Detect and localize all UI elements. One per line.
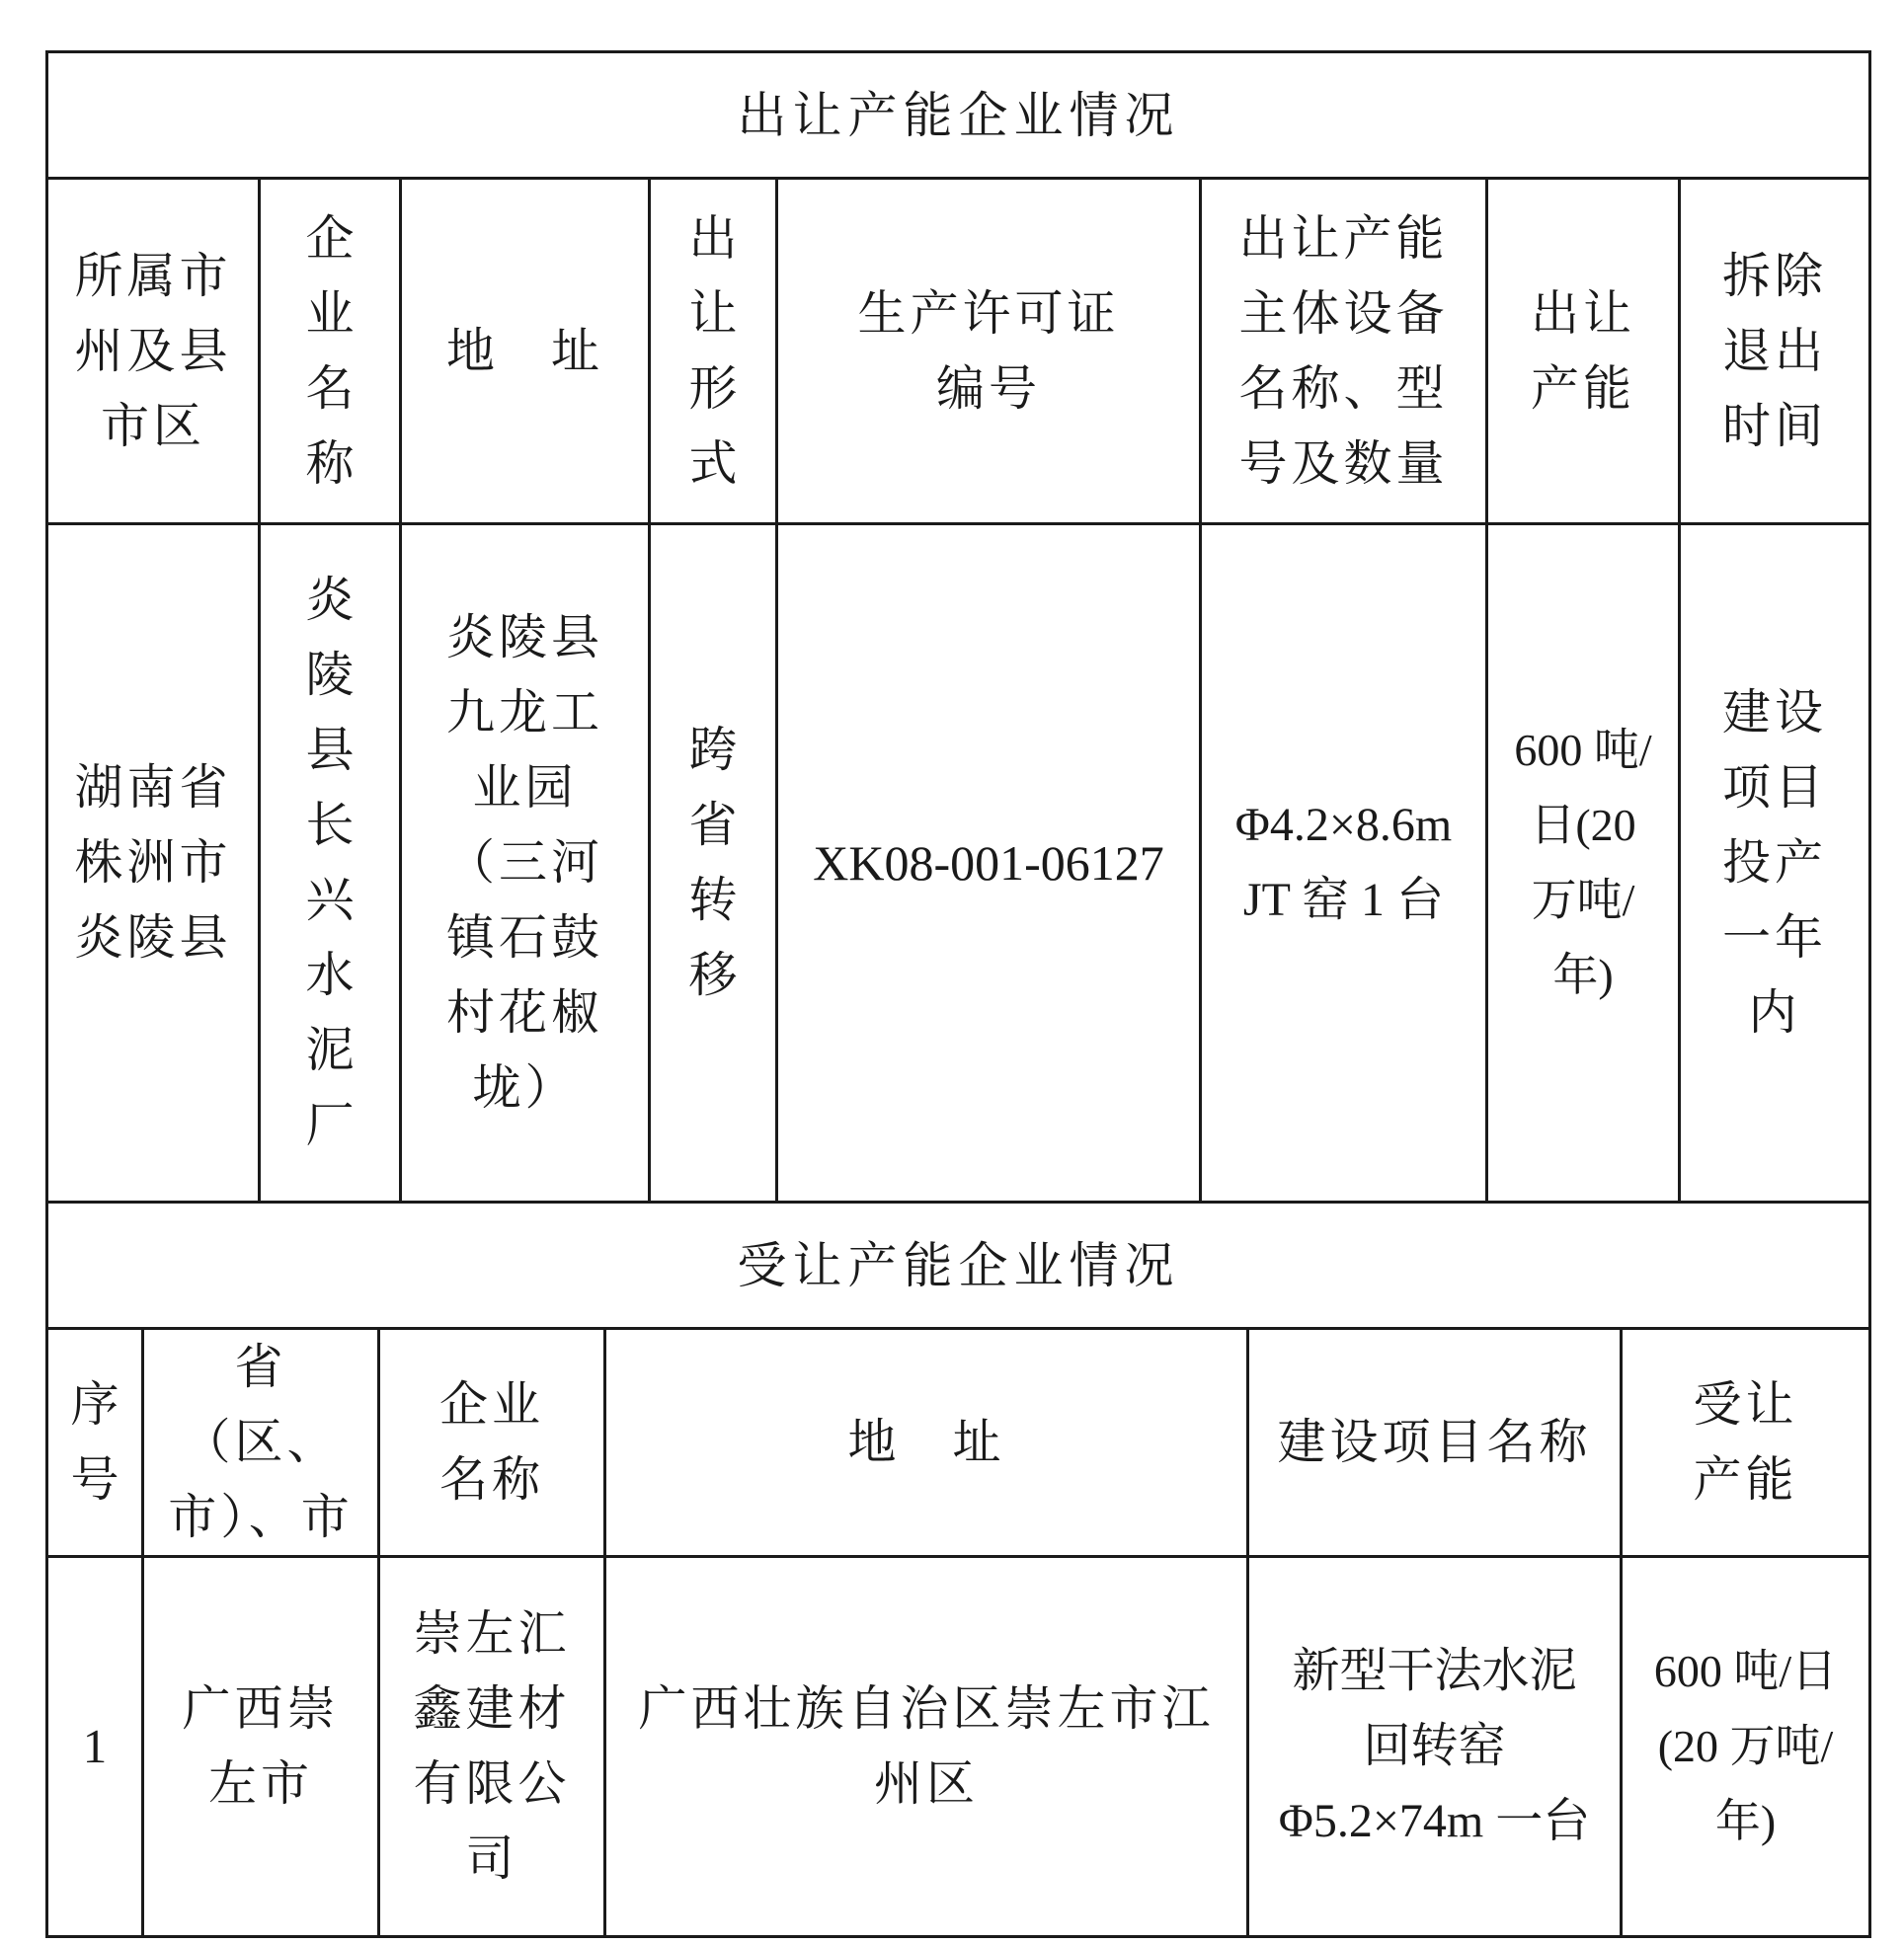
header-outgoing-capacity: 出让产能 — [1487, 179, 1680, 524]
header-region: 所属市州及县市区 — [47, 179, 260, 524]
header-seq: 序号 — [47, 1329, 143, 1557]
incoming-section-title: 受让产能企业情况 — [47, 1203, 1870, 1329]
cell-province-city: 广西崇左市 — [143, 1557, 379, 1937]
header-province-city: 省（区、市）、市 — [143, 1329, 379, 1557]
incoming-capacity-table — [45, 1201, 1871, 1938]
cell-region: 湖南省株洲市炎陵县 — [47, 524, 260, 1203]
cell-removal-time: 建设项目投产一年内 — [1680, 524, 1870, 1203]
cell-company: 炎陵县长兴水泥厂 — [260, 524, 401, 1203]
cell-license-number: XK08-001-06127 — [777, 524, 1201, 1203]
cell-seq: 1 — [47, 1557, 143, 1937]
cell-incoming-company: 崇左汇鑫建材有限公司 — [379, 1557, 605, 1937]
header-transfer-form: 出让形式 — [650, 179, 777, 524]
cell-project-name: 新型干法水泥回转窑 Φ5.2×74m 一台 — [1248, 1557, 1622, 1937]
outgoing-section-title: 出让产能企业情况 — [47, 52, 1870, 179]
header-removal-time: 拆除退出时间 — [1680, 179, 1870, 524]
cell-equipment: Φ4.2×8.6m JT 窑 1 台 — [1201, 524, 1487, 1203]
outgoing-capacity-table — [45, 50, 1871, 1204]
cell-transfer-form: 跨省转移 — [650, 524, 777, 1203]
cell-incoming-capacity: 600 吨/日(20 万吨/年) — [1622, 1557, 1870, 1937]
header-incoming-address: 地 址 — [605, 1329, 1248, 1557]
header-license-number: 生产许可证编号 — [777, 179, 1201, 524]
header-company: 企业名称 — [260, 179, 401, 524]
cell-incoming-address: 广西壮族自治区崇左市江州区 — [605, 1557, 1248, 1937]
header-address: 地 址 — [401, 179, 650, 524]
header-incoming-company: 企业名称 — [379, 1329, 605, 1557]
cell-address: 炎陵县九龙工业园（三河镇石鼓村花椒垅） — [401, 524, 650, 1203]
header-project-name: 建设项目名称 — [1248, 1329, 1622, 1557]
header-equipment: 出让产能主体设备名称、型号及数量 — [1201, 179, 1487, 524]
header-incoming-capacity: 受让产能 — [1622, 1329, 1870, 1557]
cell-outgoing-capacity: 600 吨/日(20 万吨/年) — [1487, 524, 1680, 1203]
